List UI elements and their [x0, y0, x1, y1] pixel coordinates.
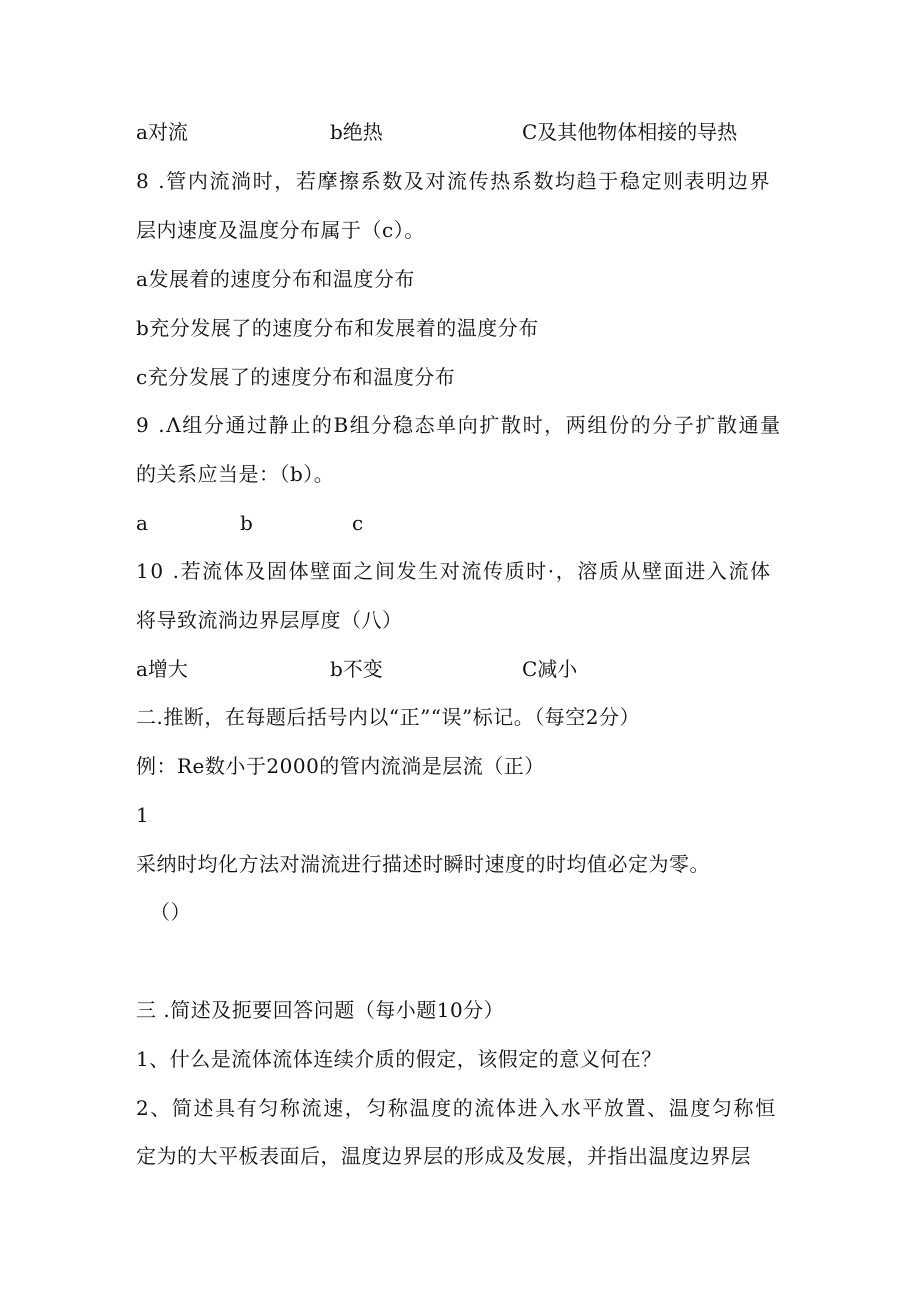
- q10-question-line-1: 10 .若流体及固体壁面之间发生对流传质时·，溶质从壁面进入流体: [136, 559, 772, 583]
- q10-option-a: a增大: [136, 657, 188, 681]
- q10-option-c: C减小: [522, 657, 578, 681]
- q7-option-c: C及其他物体相接的导热: [522, 120, 738, 144]
- q8-question-line-1: 8 .管内流淌时，若摩擦系数及对流传热系数均趋于稳定则表明边界: [136, 169, 772, 193]
- q9-option-b: b: [240, 511, 253, 535]
- q7-option-a: a对流: [136, 120, 188, 144]
- section-3-heading: 三 .简述及扼要回答问题（每小题10分）: [136, 998, 505, 1022]
- section-3-question-1: 1、什么是流体流体连续介质的假定，该假定的意义何在？: [136, 1047, 662, 1071]
- section-3-question-2-line-1: 2、简述具有匀称流速，匀称温度的流体进入水平放置、温度匀称恒: [136, 1096, 777, 1120]
- section-2-example: 例：Re数小于2000的管内流淌是层流（正）: [136, 754, 545, 778]
- section-2-question-text: 采纳时均化方法对湍流进行描述时瞬时速度的时均值必定为零。: [136, 852, 710, 876]
- q9-question-line-2: 的关系应当是：（b）。: [136, 462, 335, 486]
- q8-option-a: a发展着的速度分布和温度分布: [136, 267, 415, 291]
- q7-option-b: b绝热: [330, 120, 383, 144]
- q10-option-b: b不变: [330, 657, 383, 681]
- q9-option-a: a: [136, 511, 148, 535]
- section-2-question-number: 1: [136, 803, 150, 827]
- q9-option-c: c: [352, 511, 364, 535]
- section-3-question-2-line-2: 定为的大平板表面后，温度边界层的形成及发展，并指出温度边界层: [136, 1144, 751, 1168]
- q8-question-line-2: 层内速度及温度分布属于（c）。: [136, 218, 425, 242]
- q10-question-line-2: 将导致流淌边界层厚度（八）: [136, 608, 403, 632]
- section-2-answer-blank: （）: [150, 900, 191, 924]
- q9-question-line-1: 9 .Λ组分通过静止的B组分稳态单向扩散时，两组份的分子扩散通量: [136, 413, 782, 437]
- q8-option-b: b充分发展了的速度分布和发展着的温度分布: [136, 316, 539, 340]
- section-2-heading: 二.推断，在每题后括号内以“正”“误”标记。（每空2分）: [136, 705, 640, 729]
- q8-option-c: c充分发展了的速度分布和温度分布: [136, 365, 456, 389]
